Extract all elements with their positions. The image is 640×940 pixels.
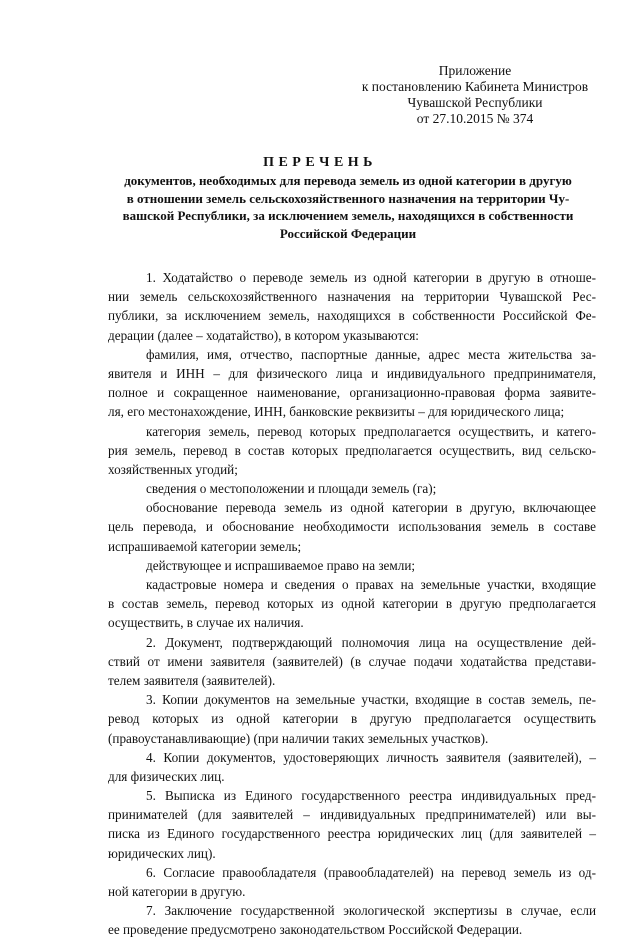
body-line: ля, его местонахождение, ИНН, банковские реквизиты – для юридического лица; [108, 404, 565, 420]
body-line: сведения о местоположении и площади земель (га); [146, 481, 437, 497]
body-line: 5. Выписка из Единого государственного реестра индивидуальных пред- [146, 788, 596, 804]
body-line: обоснование перевода земель из одной категории в другую, включающее [146, 500, 596, 516]
body-line: явителя и ИНН – для физического лица и индивидуального предпринимателя, [108, 365, 596, 381]
body-line: 6. Согласие правообладателя (правообладателей) на перевод земель из од- [146, 864, 596, 880]
subtitle-line: Российской Федерации [279, 225, 417, 241]
appendix-header [340, 63, 610, 127]
body-line: ее проведение предусмотрено законодательством Российской Федерации. [108, 922, 523, 938]
subtitle-line: в отношении земель сельскохозяйственного назначения на территории Чу- [126, 190, 570, 206]
body-line: телем заявителя (заявителей). [108, 672, 276, 688]
body-line: 7. Заключение государственной экологической экспертизы в случае, если [146, 903, 596, 919]
body-line: полное и сокращенное наименование, организационно-правовая форма заявите- [108, 385, 596, 401]
body-line: публики, за исключением земель, находящихся в собственности Российской Фе- [108, 308, 596, 324]
appendix-date-number: от 27.10.2015 № 374 [416, 111, 534, 126]
body-line: ревод которых из одной категории в другую предполагается осуществить [108, 711, 596, 727]
body-line: 3. Копии документов на земельные участки, входящие в состав земель, пе- [146, 692, 596, 708]
appendix-republic: Чувашской Республики [407, 95, 543, 110]
body-line: фамилия, имя, отчество, паспортные данные, адрес места жительства за- [146, 346, 596, 362]
body-line: цель перевода, и обоснование необходимости использования земель в составе [108, 519, 596, 535]
body-line: писка из Единого государственного реестра юридических лиц (для заявителей – [108, 826, 596, 842]
body-line: дерации (далее – ходатайство), в котором указываются: [108, 327, 419, 343]
body-line: 1. Ходатайство о переводе земель из одной категории в другую в отноше- [146, 270, 596, 285]
body-line: принимателей (для заявителей – индивидуальных предпринимателей) или вы- [108, 807, 596, 823]
body-line: 4. Копии документов, удостоверяющих личность заявителя (заявителей), – [146, 749, 596, 765]
body-line: ной категории в другую. [108, 884, 246, 899]
document-body [108, 268, 596, 940]
body-line: рия земель, перевод в состав которых предполагается осуществить, вид сельско- [108, 442, 596, 458]
body-line: юридических лиц). [108, 845, 216, 861]
body-line: для физических лиц. [108, 768, 225, 784]
body-line: категория земель, перевод которых предполагается осуществить, и катего- [146, 423, 596, 439]
body-line: (правоустанавливающие) (при наличии таких земельных участков). [108, 730, 489, 746]
subtitle-line: документов, необходимых для перевода земель из одной категории в другую [124, 173, 572, 188]
body-line: хозяйственных угодий; [108, 461, 238, 477]
body-line: в состав земель, перевод которых из одной категории в другую предполагается [108, 596, 596, 612]
subtitle-line: вашской Республики, за исключением земель, находящихся в собственности [122, 208, 574, 223]
body-line: осуществить, в случае их наличия. [108, 615, 304, 631]
document-title: ПЕРЕЧЕНЬ [263, 155, 377, 170]
body-line: кадастровые номера и сведения о правах на земельные участки, входящие [146, 577, 596, 592]
appendix-decree: к постановлению Кабинета Министров [361, 79, 589, 94]
body-line: нии земель сельскохозяйственного назначения на территории Чувашской Рес- [108, 289, 596, 305]
body-line: действующее и испрашиваемое право на земли; [146, 557, 416, 573]
body-line: 2. Документ, подтверждающий полномочия лица на осуществление дей- [146, 634, 596, 650]
document-subtitle [98, 172, 598, 242]
appendix-label: Приложение [438, 63, 512, 78]
body-line: испрашиваемой категории земель; [108, 538, 302, 554]
body-line: ствий от имени заявителя (заявителей) (в случае подачи ходатайства представи- [108, 653, 596, 669]
